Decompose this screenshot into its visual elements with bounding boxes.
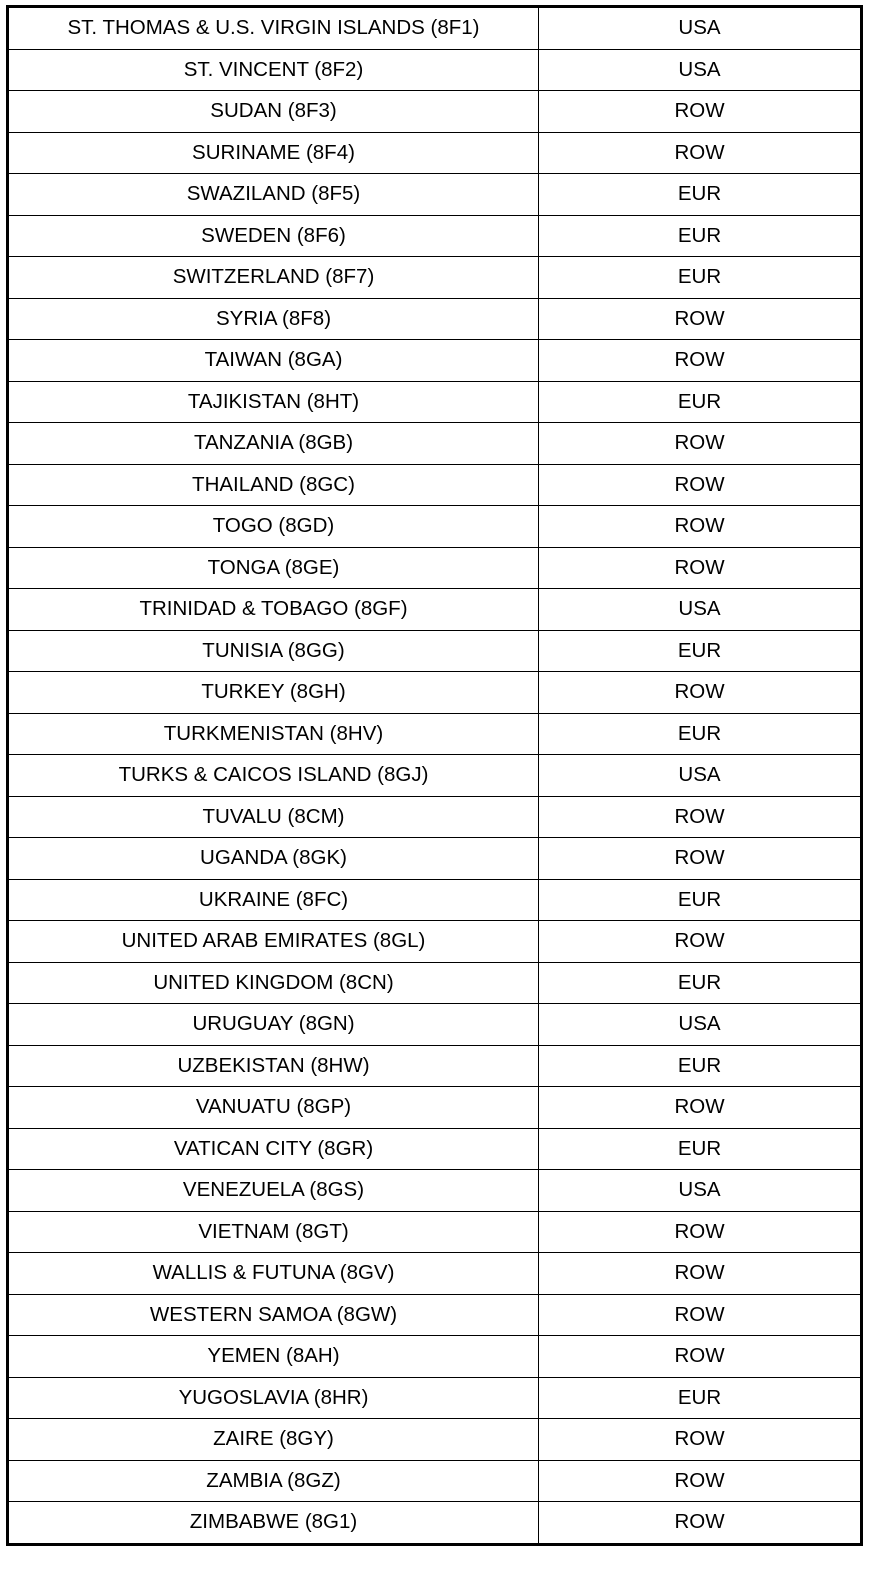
country-cell: TURKS & CAICOS ISLAND (8GJ) — [8, 755, 539, 797]
region-cell: ROW — [539, 1460, 862, 1502]
region-cell: ROW — [539, 1294, 862, 1336]
table-row — [8, 506, 862, 548]
region-cell: EUR — [539, 1128, 862, 1170]
country-cell: TOGO (8GD) — [8, 506, 539, 548]
country-cell: TUNISIA (8GG) — [8, 630, 539, 672]
country-cell: SWITZERLAND (8F7) — [8, 257, 539, 299]
region-cell: ROW — [539, 1253, 862, 1295]
table-row — [8, 713, 862, 755]
region-cell: EUR — [539, 257, 862, 299]
region-cell: ROW — [539, 838, 862, 880]
region-cell: ROW — [539, 298, 862, 340]
country-cell: UNITED ARAB EMIRATES (8GL) — [8, 921, 539, 963]
country-cell: ZAIRE (8GY) — [8, 1419, 539, 1461]
region-cell: ROW — [539, 796, 862, 838]
table-row — [8, 630, 862, 672]
table-row — [8, 1211, 862, 1253]
table-row — [8, 7, 862, 50]
table-row — [8, 589, 862, 631]
table-row — [8, 1294, 862, 1336]
country-cell: SYRIA (8F8) — [8, 298, 539, 340]
region-cell: ROW — [539, 91, 862, 133]
region-cell: ROW — [539, 1087, 862, 1129]
table-row — [8, 423, 862, 465]
table-row — [8, 132, 862, 174]
country-cell: SURINAME (8F4) — [8, 132, 539, 174]
table-row — [8, 174, 862, 216]
region-cell: ROW — [539, 1336, 862, 1378]
table-row — [8, 464, 862, 506]
table-row — [8, 1377, 862, 1419]
table-row — [8, 91, 862, 133]
country-cell: VATICAN CITY (8GR) — [8, 1128, 539, 1170]
country-cell: TURKEY (8GH) — [8, 672, 539, 714]
country-cell: TANZANIA (8GB) — [8, 423, 539, 465]
country-cell: UNITED KINGDOM (8CN) — [8, 962, 539, 1004]
country-cell: VIETNAM (8GT) — [8, 1211, 539, 1253]
country-cell: UKRAINE (8FC) — [8, 879, 539, 921]
region-cell: EUR — [539, 174, 862, 216]
country-cell: TUVALU (8CM) — [8, 796, 539, 838]
country-cell: WESTERN SAMOA (8GW) — [8, 1294, 539, 1336]
region-cell: ROW — [539, 547, 862, 589]
table-row — [8, 547, 862, 589]
country-cell: URUGUAY (8GN) — [8, 1004, 539, 1046]
region-cell: USA — [539, 7, 862, 50]
region-cell: EUR — [539, 630, 862, 672]
table-row — [8, 49, 862, 91]
country-cell: SUDAN (8F3) — [8, 91, 539, 133]
country-cell: TAIWAN (8GA) — [8, 340, 539, 382]
region-cell: USA — [539, 1170, 862, 1212]
region-cell: ROW — [539, 132, 862, 174]
region-cell: ROW — [539, 672, 862, 714]
table-row — [8, 215, 862, 257]
table-row — [8, 921, 862, 963]
region-cell: ROW — [539, 1211, 862, 1253]
table-row — [8, 1087, 862, 1129]
country-cell: ZIMBABWE (8G1) — [8, 1502, 539, 1545]
table-row — [8, 1419, 862, 1461]
region-cell: EUR — [539, 879, 862, 921]
table-row — [8, 298, 862, 340]
region-cell: EUR — [539, 381, 862, 423]
country-cell: ST. THOMAS & U.S. VIRGIN ISLANDS (8F1) — [8, 7, 539, 50]
country-cell: ZAMBIA (8GZ) — [8, 1460, 539, 1502]
country-cell: SWAZILAND (8F5) — [8, 174, 539, 216]
table-row — [8, 962, 862, 1004]
country-cell: THAILAND (8GC) — [8, 464, 539, 506]
table-row — [8, 257, 862, 299]
region-cell: EUR — [539, 215, 862, 257]
table-body — [8, 7, 862, 1545]
region-cell: USA — [539, 1004, 862, 1046]
region-cell: ROW — [539, 1419, 862, 1461]
country-region-table — [6, 5, 863, 1546]
table-row — [8, 1336, 862, 1378]
region-cell: ROW — [539, 921, 862, 963]
region-cell: ROW — [539, 1502, 862, 1545]
country-cell: VENEZUELA (8GS) — [8, 1170, 539, 1212]
table-row — [8, 796, 862, 838]
country-cell: TURKMENISTAN (8HV) — [8, 713, 539, 755]
table-row — [8, 672, 862, 714]
table-row — [8, 879, 862, 921]
table-row — [8, 1253, 862, 1295]
table-row — [8, 1502, 862, 1545]
table-row — [8, 1128, 862, 1170]
region-cell: EUR — [539, 713, 862, 755]
region-cell: EUR — [539, 1045, 862, 1087]
table-row — [8, 340, 862, 382]
table-row — [8, 755, 862, 797]
region-cell: USA — [539, 755, 862, 797]
country-cell: ST. VINCENT (8F2) — [8, 49, 539, 91]
table-row — [8, 1170, 862, 1212]
table-row — [8, 1460, 862, 1502]
country-cell: YUGOSLAVIA (8HR) — [8, 1377, 539, 1419]
country-cell: YEMEN (8AH) — [8, 1336, 539, 1378]
region-cell: USA — [539, 49, 862, 91]
region-cell: EUR — [539, 962, 862, 1004]
country-cell: UZBEKISTAN (8HW) — [8, 1045, 539, 1087]
country-cell: TAJIKISTAN (8HT) — [8, 381, 539, 423]
country-cell: TRINIDAD & TOBAGO (8GF) — [8, 589, 539, 631]
region-cell: ROW — [539, 423, 862, 465]
region-cell: ROW — [539, 506, 862, 548]
country-cell: TONGA (8GE) — [8, 547, 539, 589]
region-cell: EUR — [539, 1377, 862, 1419]
table-row — [8, 1045, 862, 1087]
country-cell: VANUATU (8GP) — [8, 1087, 539, 1129]
region-cell: USA — [539, 589, 862, 631]
table-row — [8, 1004, 862, 1046]
country-cell: WALLIS & FUTUNA (8GV) — [8, 1253, 539, 1295]
region-cell: ROW — [539, 464, 862, 506]
table-row — [8, 838, 862, 880]
country-cell: SWEDEN (8F6) — [8, 215, 539, 257]
region-cell: ROW — [539, 340, 862, 382]
table-row — [8, 381, 862, 423]
country-cell: UGANDA (8GK) — [8, 838, 539, 880]
